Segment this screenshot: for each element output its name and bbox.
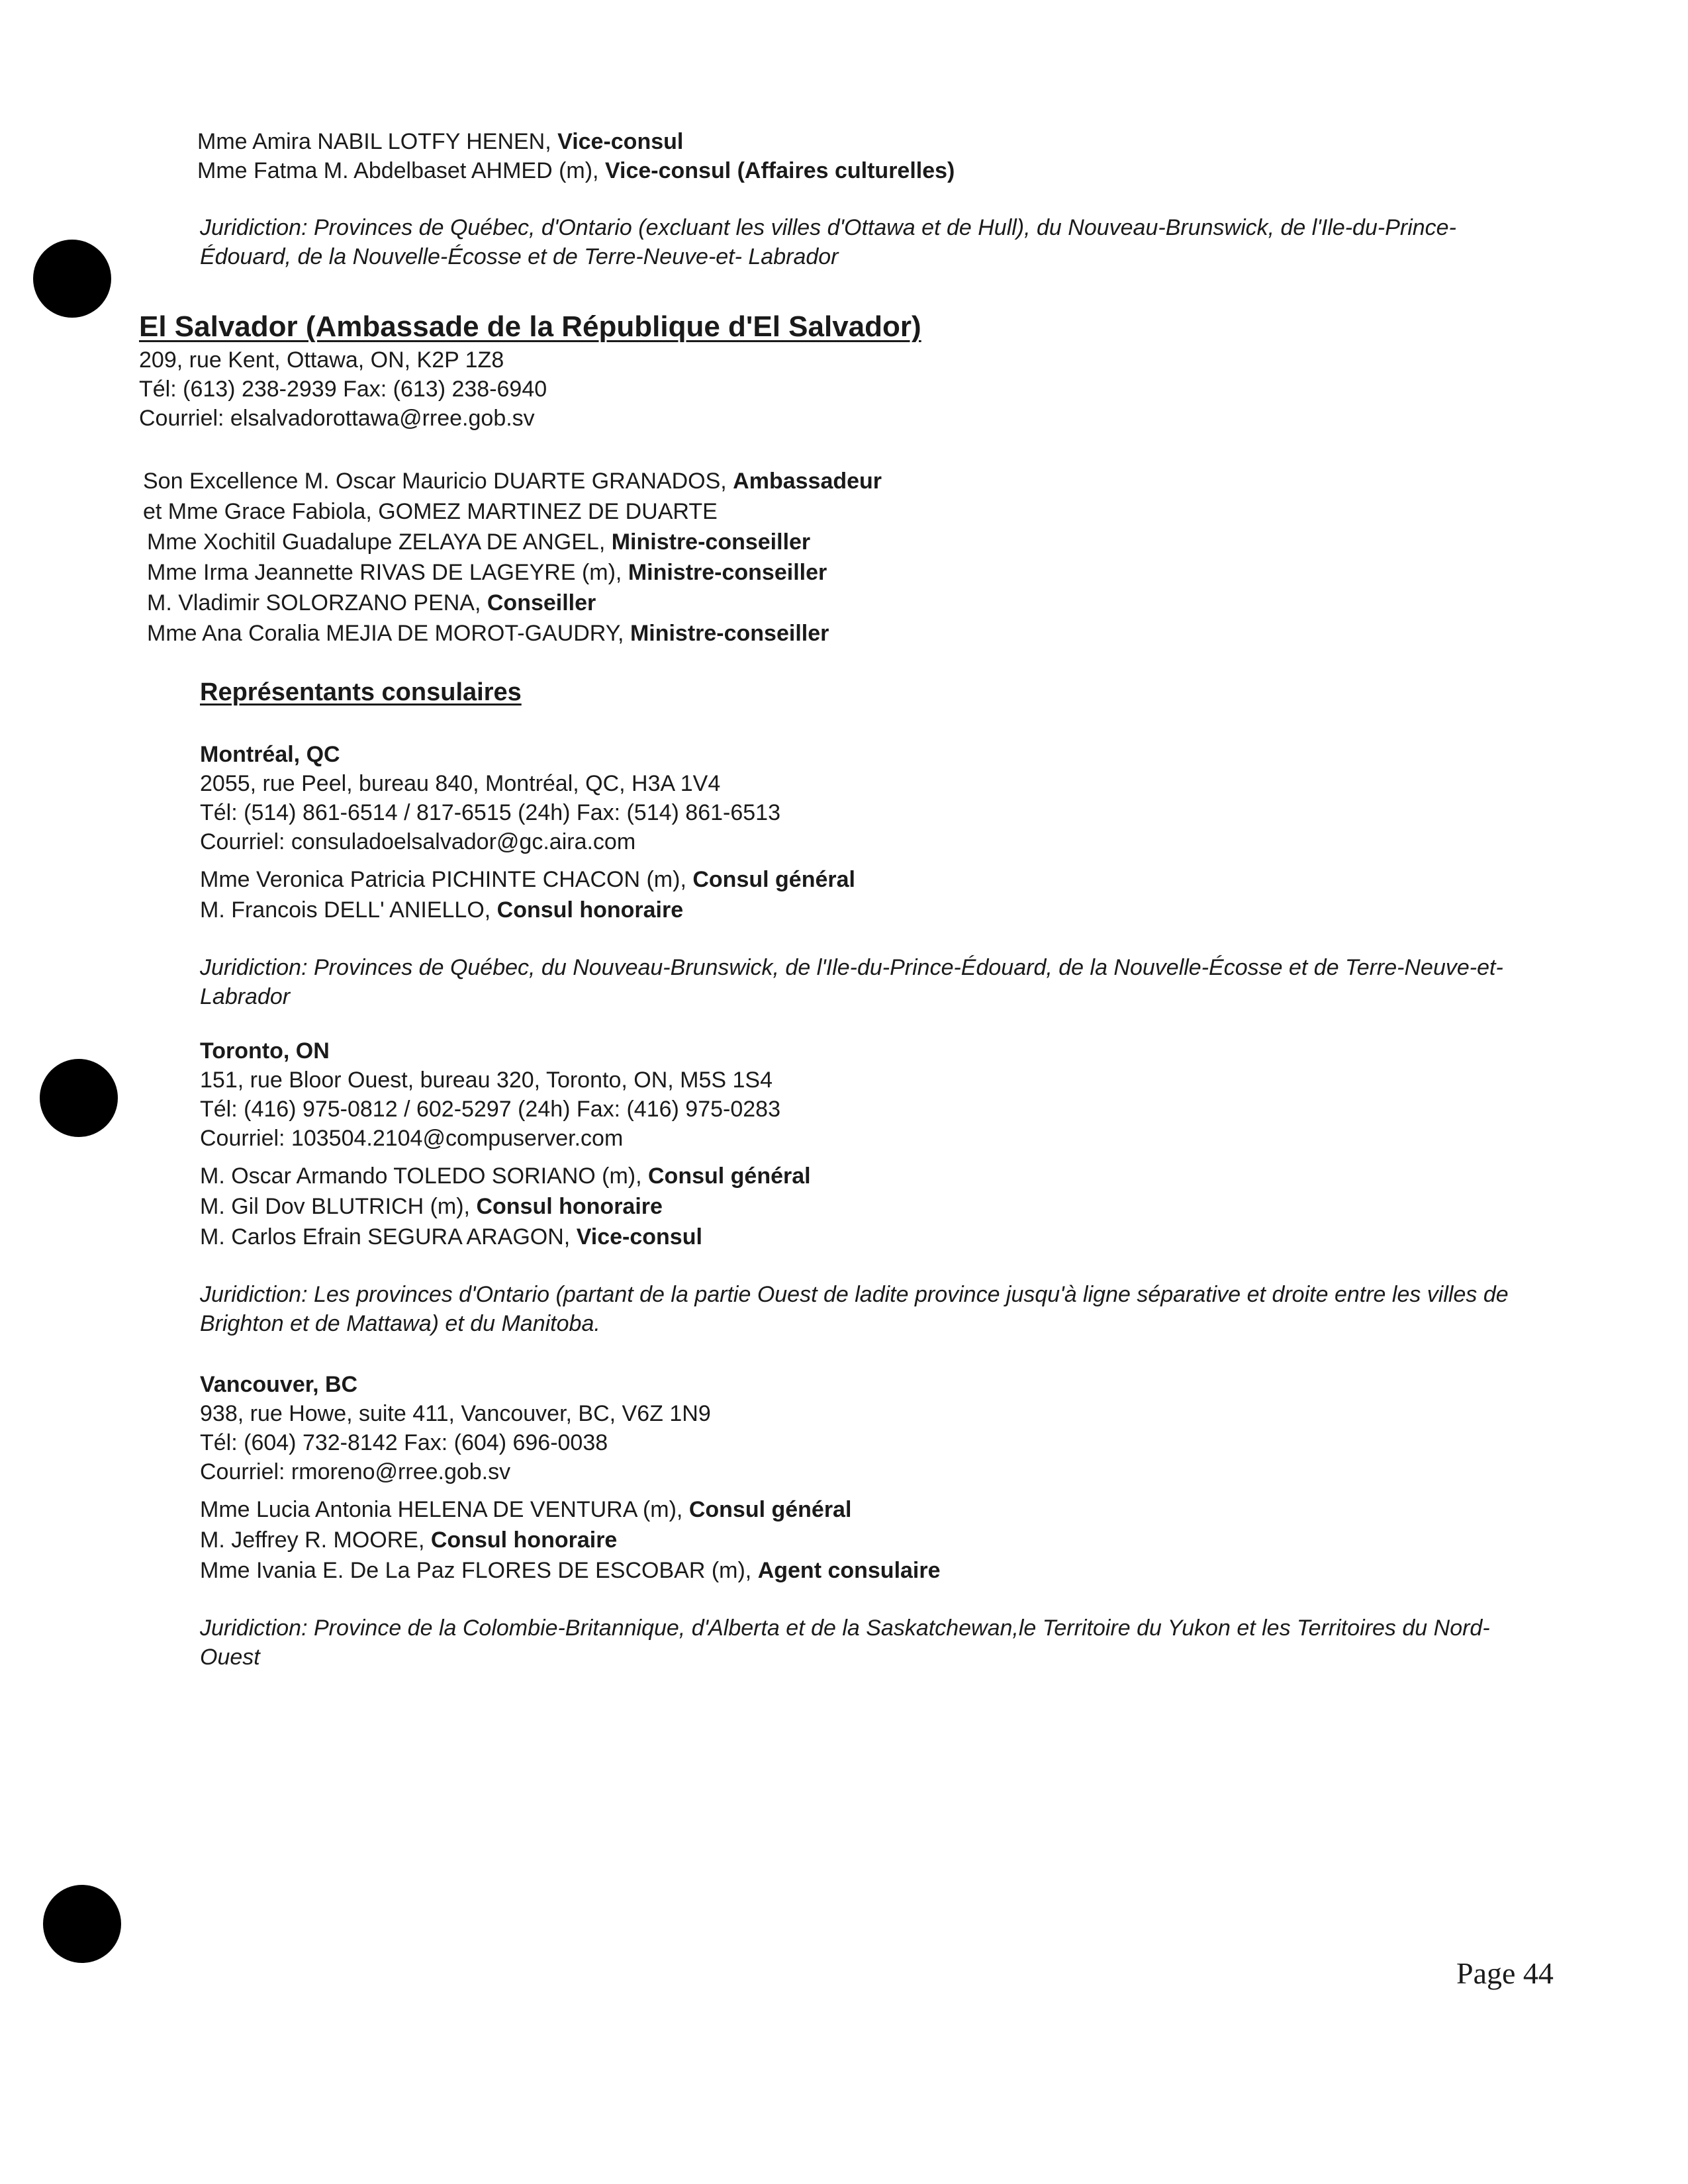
staff-name: M. Vladimir SOLORZANO PENA, — [147, 590, 487, 615]
person-line — [197, 156, 955, 185]
staff-title: Consul honoraire — [496, 897, 684, 923]
embassy-heading: El Salvador (Ambassade de la République d'El Salvador) — [139, 310, 921, 343]
embassy-phone: Tél: (613) 238-2939 Fax: (613) 238-6940 — [139, 377, 547, 402]
top-persons — [197, 127, 955, 185]
office-email: Courriel: consuladoelsalvador@gc.aira.com — [200, 829, 636, 854]
staff-line — [200, 1161, 1524, 1191]
staff-title: Vice-consul — [576, 1224, 702, 1250]
jurisdiction-text: Juridiction: Les provinces d'Ontario (partant de la partie Ouest de ladite province jusqu'à ligne séparative et droite entre les villes de Brighton et de Mattawa) et du Manitoba. — [200, 1282, 1509, 1336]
office-montreal — [200, 740, 1524, 1011]
staff-name: M. Carlos Efrain SEGURA ARAGON, — [200, 1224, 577, 1250]
office-city: Montréal, QC — [200, 742, 340, 767]
staff-line — [143, 618, 882, 649]
office-vancouver — [200, 1370, 1524, 1672]
staff-title: Agent consulaire — [757, 1558, 941, 1583]
office-toronto — [200, 1036, 1524, 1338]
staff-line — [200, 895, 1524, 925]
consular-heading: Représentants consulaires — [200, 678, 522, 706]
staff-name: et Mme Grace Fabiola, GOMEZ MARTINEZ DE DUARTE — [143, 499, 718, 524]
staff-line — [200, 1222, 1524, 1252]
staff-title: Consul honoraire — [476, 1194, 663, 1219]
staff-name: Mme Ivania E. De La Paz FLORES DE ESCOBAR (m), — [200, 1558, 758, 1583]
staff-line — [200, 864, 1524, 895]
office-phone: Tél: (604) 732-8142 Fax: (604) 696-0038 — [200, 1430, 608, 1455]
staff-title: Consul honoraire — [430, 1527, 618, 1553]
office-city: Vancouver, BC — [200, 1372, 358, 1397]
staff-name: Mme Irma Jeannette RIVAS DE LAGEYRE (m), — [147, 560, 628, 585]
office-address: 151, rue Bloor Ouest, bureau 320, Toronto, ON, M5S 1S4 — [200, 1068, 773, 1093]
staff-line — [200, 1555, 1524, 1586]
staff-title: Consul général — [648, 1163, 811, 1189]
staff-name: M. Gil Dov BLUTRICH (m), — [200, 1194, 477, 1219]
person-name: Mme Amira NABIL LOTFY HENEN, — [197, 129, 558, 154]
staff-name: Mme Ana Coralia MEJIA DE MOROT-GAUDRY, — [147, 621, 630, 646]
staff-title: Consul général — [688, 1497, 852, 1522]
embassy-address: 209, rue Kent, Ottawa, ON, K2P 1Z8 — [139, 347, 504, 373]
staff-title: Ministre-conseiller — [611, 529, 811, 555]
office-email: Courriel: rmoreno@rree.gob.sv — [200, 1459, 511, 1484]
staff-line — [200, 1494, 1524, 1525]
staff-title: Consul général — [692, 867, 855, 892]
office-email: Courriel: 103504.2104@compuserver.com — [200, 1126, 624, 1151]
staff-line — [143, 466, 882, 496]
jurisdiction-text: Juridiction: Provinces de Québec, du Nouveau-Brunswick, de l'Ile-du-Prince-Édouard, de la Nouvelle-Écosse et de Terre-Neuve-et- Labrador — [200, 955, 1503, 1009]
staff-name: Son Excellence M. Oscar Mauricio DUARTE GRANADOS, — [143, 469, 733, 494]
office-address: 2055, rue Peel, bureau 840, Montréal, QC, H3A 1V4 — [200, 771, 721, 796]
page-number: Page 44 — [1456, 1956, 1554, 1990]
staff-line — [143, 588, 882, 618]
person-title: Vice-consul — [557, 129, 684, 154]
staff-name: M. Oscar Armando TOLEDO SORIANO (m), — [200, 1163, 648, 1189]
staff-line — [143, 557, 882, 588]
staff-line — [200, 1525, 1524, 1555]
staff-name: Mme Lucia Antonia HELENA DE VENTURA (m), — [200, 1497, 689, 1522]
person-title: Vice-consul (Affaires culturelles) — [604, 158, 955, 183]
staff-title: Ministre-conseiller — [630, 621, 829, 646]
binder-hole-middle — [40, 1059, 118, 1137]
office-phone: Tél: (416) 975-0812 / 602-5297 (24h) Fax: (416) 975-0283 — [200, 1097, 780, 1122]
staff-line — [143, 527, 882, 557]
staff-name: Mme Veronica Patricia PICHINTE CHACON (m), — [200, 867, 693, 892]
binder-hole-bottom — [43, 1885, 121, 1963]
jurisdiction-text: Juridiction: Province de la Colombie-Britannique, d'Alberta et de la Saskatchewan,le Territoire du Yukon et les Territoires du Nord-Ouest — [200, 1615, 1490, 1670]
office-phone: Tél: (514) 861-6514 / 817-6515 (24h) Fax: (514) 861-6513 — [200, 800, 780, 825]
staff-name: M. Francois DELL' ANIELLO, — [200, 897, 497, 923]
person-line — [197, 127, 955, 156]
office-address: 938, rue Howe, suite 411, Vancouver, BC, V6Z 1N9 — [200, 1401, 711, 1426]
staff-title: Ambassadeur — [733, 469, 882, 494]
embassy-email: Courriel: elsalvadorottawa@rree.gob.sv — [139, 406, 535, 431]
embassy-staff — [143, 466, 882, 649]
staff-name: M. Jeffrey R. MOORE, — [200, 1527, 431, 1553]
jurisdiction-text: Juridiction: Provinces de Québec, d'Ontario (excluant les villes d'Ottawa et de Hull), du Nouveau-Brunswick, de l'Ile-du-Prince-Édouard, de la Nouvelle-Écosse et de Terre-Neuve-et- Labrador — [200, 215, 1456, 269]
staff-line — [143, 496, 882, 527]
office-city: Toronto, ON — [200, 1038, 330, 1064]
staff-title: Conseiller — [487, 590, 596, 615]
binder-hole-top — [33, 240, 111, 318]
staff-title: Ministre-conseiller — [628, 560, 827, 585]
staff-line — [200, 1191, 1524, 1222]
embassy-contact — [139, 345, 547, 433]
staff-name: Mme Xochitil Guadalupe ZELAYA DE ANGEL, — [147, 529, 612, 555]
person-name: Mme Fatma M. Abdelbaset AHMED (m), — [197, 158, 605, 183]
